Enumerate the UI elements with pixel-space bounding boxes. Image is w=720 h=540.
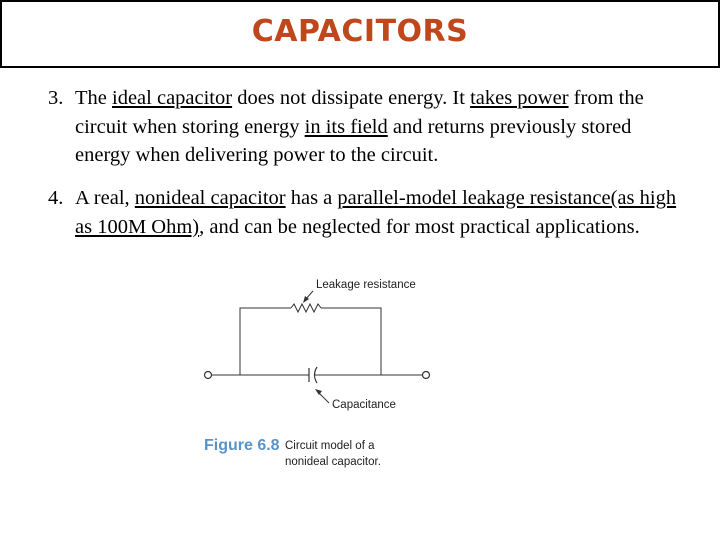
text-segment: and returns previously stored energy when delivering power to the circuit. [75, 115, 632, 166]
text-segment: has a [285, 187, 338, 209]
capacitance-label: Capacitance [332, 399, 396, 411]
text-segment: from the circuit when storing energy [75, 87, 644, 138]
resistor-icon [291, 304, 321, 312]
text-segment: does not dissipate energy. It [232, 87, 471, 109]
leakage-label: Leakage resistance [316, 279, 416, 291]
item-number: 3. [48, 87, 64, 109]
left-branch-wire [240, 308, 291, 375]
text-segment: A real, [75, 187, 135, 209]
list-item-3 [48, 84, 688, 170]
item-text [48, 184, 688, 241]
right-terminal [423, 372, 430, 379]
item-text [48, 84, 688, 170]
capacitance-arrowhead-icon [315, 389, 322, 395]
underlined-term: takes power [470, 87, 569, 109]
slide-title: CAPACITORS [251, 14, 469, 49]
underlined-term: parallel-model leakage resistance(as high as 100M Ohm) [75, 187, 677, 238]
underlined-term: nonideal capacitor [134, 187, 286, 209]
figure-caption-line2: nonideal capacitor. [285, 456, 381, 468]
circuit-figure [195, 272, 465, 477]
underlined-term: ideal capacitor [112, 87, 233, 109]
text-segment: , and can be neglected for most practical applications. [199, 215, 640, 238]
right-branch-wire [321, 308, 381, 375]
figure-caption-line1: Circuit model of a [285, 440, 375, 452]
list-item-4 [48, 184, 688, 241]
figure-number: Figure 6.8 [204, 437, 280, 454]
item-number: 4. [48, 187, 64, 209]
left-terminal [205, 372, 212, 379]
text-segment: The [75, 87, 112, 109]
underlined-term: in its field [304, 115, 388, 138]
title-bar [0, 0, 720, 68]
